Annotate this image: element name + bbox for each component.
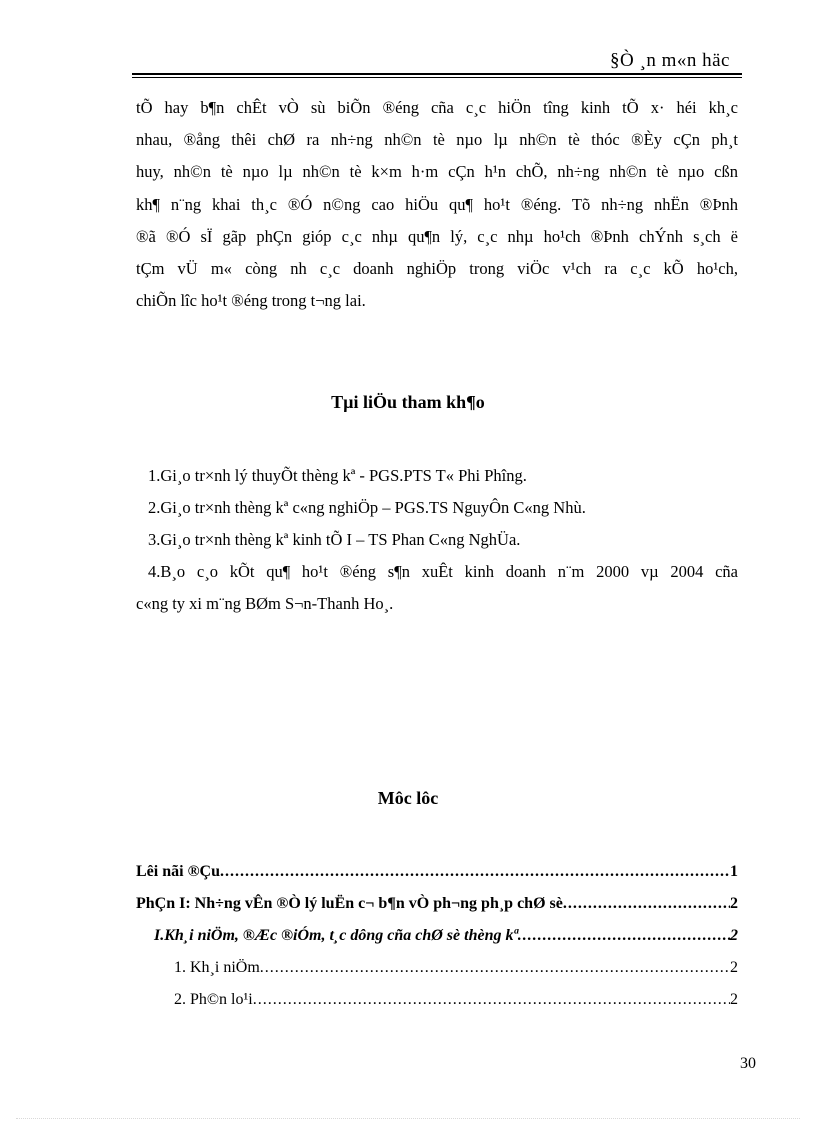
document-header-title: §Ò ¸n m«n häc	[610, 50, 730, 71]
body-paragraph	[136, 92, 738, 317]
toc-leader-dots	[260, 952, 730, 984]
toc-leader-dots	[220, 856, 730, 888]
toc-entry[interactable]	[136, 888, 738, 920]
reference-item: 1.Gi¸o tr×nh lý thuyÕt thèng kª - PGS.PTS T« Phi Phîng.	[148, 466, 527, 485]
toc-entry[interactable]	[136, 984, 738, 1016]
toc-entry-label: PhÇn I: Nh÷ng vÊn ®Ò lý luËn c¬ b¶n vÒ ph¬ng ph¸p chØ sè	[136, 895, 563, 912]
body-line: ®ã ®Ó sÏ gãp phÇn gióp c¸c nhµ qu¶n lý, c¸c nhµ ho¹ch ®Þnh chÝnh s¸ch ë	[136, 226, 738, 246]
references-list	[136, 460, 738, 620]
body-line: nhau, ®ång thêi chØ ra nh÷ng nh©n tè nµo lµ nh©n tè thóc ®Èy cÇn ph¸t	[136, 130, 738, 150]
reference-item: 4.B¸o c¸o kÕt qu¶ ho¹t ®éng s¶n xuÊt kinh doanh n¨m 2000 vµ 2004 cña	[148, 562, 738, 581]
toc-entry-label: Lêi nãi ®Çu	[136, 863, 220, 880]
toc-entry-label: I.Kh¸i niÖm, ®Æc ®iÓm, t¸c dông cña chØ sè thèng kª	[154, 927, 518, 944]
reference-item: 2.Gi¸o tr×nh thèng kª c«ng nghiÖp – PGS.TS NguyÔn C«ng Nhù.	[148, 498, 586, 517]
toc-entry-page: 2	[730, 895, 738, 912]
toc-entry-page: 1	[730, 863, 738, 880]
reference-item-continuation: c«ng ty xi m¨ng BØm S¬n-Thanh Ho¸.	[136, 594, 394, 613]
page-number: 30	[740, 1055, 756, 1072]
reference-item: 3.Gi¸o tr×nh thèng kª kinh tÕ I – TS Phan C«ng NghÜa.	[148, 530, 521, 549]
toc-entry-page: 2	[730, 927, 738, 944]
toc-heading: Môc lôc	[377, 788, 439, 808]
toc-entry-page: 2	[730, 991, 738, 1008]
header-rule-thick	[132, 73, 742, 75]
toc-leader-dots	[563, 888, 730, 920]
body-line: tÇm vÜ m« còng nh c¸c doanh nghiÖp trong viÖc v¹ch ra c¸c kÕ ho¹ch,	[136, 259, 738, 279]
body-line: huy, nh©n tè nµo lµ nh©n tè k×m h·m cÇn h¹n chÕ, nh÷ng nh©n tè nµo cßn	[136, 162, 738, 182]
toc-entry-label: 2. Ph©n lo¹i	[174, 991, 253, 1008]
toc-entry[interactable]	[136, 920, 738, 952]
toc-entry[interactable]	[136, 952, 738, 984]
body-line: kh¶ n¨ng khai th¸c ®Ó n©ng cao hiÖu qu¶ ho¹t ®éng. Tõ nh÷ng nhËn ®Þnh	[136, 194, 738, 214]
body-line: chiÕn lîc ho¹t ®éng trong t¬ng lai.	[136, 291, 366, 311]
page-bottom-border	[16, 1118, 800, 1119]
toc-entry-label: 1. Kh¸i niÖm	[174, 959, 260, 976]
header-rule-thin	[132, 77, 742, 78]
toc-entry-page: 2	[730, 959, 738, 976]
table-of-contents	[136, 856, 738, 1016]
references-heading: Tµi liÖu tham kh¶o	[331, 392, 485, 412]
body-line: tÕ hay b¶n chÊt vÒ sù biÕn ®éng cña c¸c hiÖn tîng kinh tÕ x· héi kh¸c	[136, 98, 738, 117]
toc-leader-dots	[253, 984, 730, 1016]
toc-entry[interactable]	[136, 856, 738, 888]
toc-leader-dots	[518, 920, 730, 952]
